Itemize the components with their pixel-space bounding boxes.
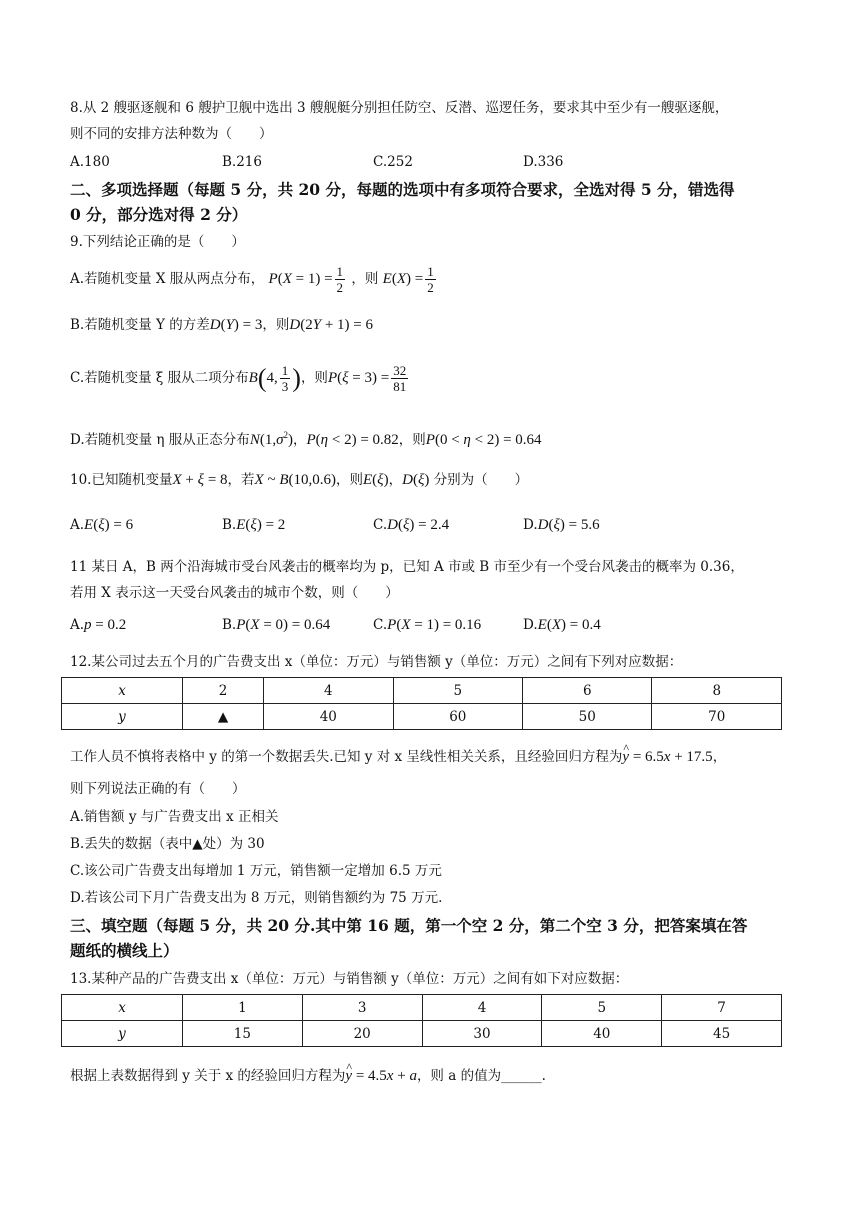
q9-c-text2: ，则 (300, 370, 328, 386)
q11-option-a: A.p = 0.2 (70, 617, 127, 633)
table-cell: 15 (183, 1021, 303, 1047)
q9-c-text: C.若随机变量 ξ 服从二项分布 (70, 370, 249, 386)
q13-after-text2: ，则 a 的值为______. (416, 1068, 546, 1084)
q12-stem: 12.某公司过去五个月的广告费支出 x（单位：万元）与销售额 y（单位：万元）之间有下列对应数据： (70, 654, 683, 670)
q9-a-text2: ，则 (351, 271, 379, 287)
q8-line2: 则不同的安排方法种数为（ ） (70, 126, 273, 142)
table-cell: 60 (393, 704, 522, 730)
q9-a-text: A.若随机变量 X 服从两点分布， (70, 271, 265, 287)
table-row (62, 704, 782, 730)
fraction: $\frac{1}{2}$ (427, 264, 434, 295)
table-cell: ▲ (183, 704, 264, 730)
q11-option-b: B.P(X = 0) = 0.64 (222, 617, 331, 633)
q9-a-formula2: E(X) = (382, 271, 424, 287)
q12-after-line2: 则下列说法正确的有（ ） (70, 781, 246, 797)
q10-formula1: X + ξ = 8 (172, 472, 228, 488)
q9-c-formula2: P(ξ = 3) = (327, 370, 390, 386)
fraction: $\frac{32}{81}$ (393, 363, 407, 394)
table-cell: x (62, 995, 183, 1021)
q10-option-a: A.E(ξ) = 6 (70, 517, 134, 533)
table-row (62, 1021, 782, 1047)
q11-option-c: C.P(X = 1) = 0.16 (373, 617, 482, 633)
q9-d-text2: ， (292, 432, 307, 448)
table-row (62, 995, 782, 1021)
q10-formula4: D(ξ) (402, 472, 430, 488)
table-cell: 5 (393, 678, 522, 704)
table-cell: y (62, 704, 183, 730)
q12-after-text: 工作人员不慎将表格中 y 的第一个数据丢失.已知 y 对 x 呈线性相关关系，且经验回归方程为 (70, 749, 623, 765)
q9-d-text3: ，则 (398, 432, 426, 448)
q12-option-a: A.销售额 y 与广告费支出 x 正相关 (70, 809, 279, 825)
table-cell: 45 (662, 1021, 782, 1047)
table-cell: 70 (652, 704, 782, 730)
q13-data-table (61, 994, 782, 1047)
q10-option-d: D.D(ξ) = 5.6 (523, 517, 600, 533)
q8-line1: 8.从 2 艘驱逐舰和 6 艘护卫舰中选出 3 艘舰艇分别担任防空、反潜、巡逻任务，要求其中至少有一艘驱逐舰， (70, 100, 729, 116)
q9-b-formula2: D(2Y + 1) = 6 (289, 317, 373, 333)
q10-text4: ， (388, 472, 403, 488)
q13-stem: 13.某种产品的广告费支出 x（单位：万元）与销售额 y（单位：万元）之间有如下对应数据： (70, 971, 629, 987)
q9-option-a (70, 262, 438, 296)
q8-option-a: A.180 (70, 154, 110, 170)
q9-a-formula1: P(X = 1) = (268, 271, 333, 287)
q10-option-c: C.D(ξ) = 2.4 (373, 517, 450, 533)
table-cell: x (62, 678, 183, 704)
q10-stem (70, 469, 528, 491)
q13-after-text: 根据上表数据得到 y 关于 x 的经验回归方程为 (70, 1068, 346, 1084)
q11-line1: 11 某日 A，B 两个沿海城市受台风袭击的概率均为 p，已知 A 市或 B 市至少有一个受台风袭击的概率为 0.36， (70, 559, 744, 575)
table-cell: 5 (542, 995, 662, 1021)
table-cell: 6 (523, 678, 652, 704)
q10-text3: ，则 (336, 472, 363, 488)
table-cell: 40 (264, 704, 393, 730)
q9-d-formula1: $N(1,\sigma^2)$ (249, 430, 293, 448)
q12-regression-equation: ^ y = 6.5x + 17.5 (622, 749, 712, 765)
table-cell: y (62, 1021, 183, 1047)
q9-b-formula1: D(Y) = 3 (209, 317, 263, 333)
q11-option-d: D.E(X) = 0.4 (523, 617, 601, 633)
table-cell: 2 (183, 678, 264, 704)
q13-regression-equation: ^ y = 4.5x + a (345, 1068, 417, 1084)
table-cell: 3 (302, 995, 422, 1021)
table-row (62, 678, 782, 704)
q10-formula2: X ~ B(10,0.6) (254, 472, 336, 488)
section3-heading-line1: 三、填空题（每题 5 分，共 20 分.其中第 16 题，第一个空 2 分，第二个空 3 分，把答案填在答 (70, 916, 748, 935)
q9-stem: 9.下列结论正确的是（ ） (70, 234, 245, 250)
q9-option-d (70, 424, 542, 451)
table-cell: 4 (422, 995, 542, 1021)
q8-option-c: C.252 (373, 154, 413, 170)
section2-heading-line2: 0 分，部分选对得 2 分） (70, 205, 248, 224)
table-cell: 1 (183, 995, 303, 1021)
q10-option-b: B.E(ξ) = 2 (222, 517, 286, 533)
q10-text2: ，若 (227, 472, 255, 488)
q12-after-line1: 工作人员不慎将表格中 y 的第一个数据丢失.已知 y 对 x 呈线性相关关系，且经验回归方程为^ y = 6.5x + 17.5， (70, 745, 726, 769)
q8-option-b: B.216 (222, 154, 262, 170)
q9-b-text: B.若随机变量 Y 的方差 (70, 317, 210, 333)
table-cell: 40 (542, 1021, 662, 1047)
q10-text1: 10.已知随机变量 (70, 472, 173, 488)
q9-d-formula3: P(0 < η < 2) = 0.64 (425, 432, 542, 448)
q9-option-b (70, 314, 373, 336)
fraction: $\frac{1}{2}$ (336, 264, 344, 295)
q12-data-table (61, 677, 782, 730)
q13-after (70, 1064, 546, 1088)
q12-option-b: B.丢失的数据（表中▲处）为 30 (70, 836, 265, 852)
table-cell: 4 (264, 678, 393, 704)
q9-option-c (70, 358, 410, 398)
table-cell: 20 (302, 1021, 422, 1047)
table-cell: 7 (662, 995, 782, 1021)
q9-d-text: D.若随机变量 η 服从正态分布 (70, 432, 250, 448)
q9-b-text2: ，则 (262, 317, 290, 333)
q9-d-formula2: P(η < 2) = 0.82 (306, 432, 399, 448)
table-cell: 30 (422, 1021, 542, 1047)
q11-line2: 若用 X 表示这一天受台风袭击的城市个数，则（ ） (70, 585, 399, 601)
table-cell: 8 (652, 678, 782, 704)
table-cell: 50 (523, 704, 652, 730)
q10-text5: 分别为（ ） (433, 472, 529, 488)
q8-option-d: D.336 (523, 154, 564, 170)
section2-heading-line1: 二、多项选择题（每题 5 分，共 20 分，每题的选项中有多项符合要求，全选对得 5 分，错选得 (70, 180, 735, 199)
q9-c-formula1: B(4, $\frac{1}{3}$ ) (248, 363, 301, 395)
section3-heading-line2: 题纸的横线上） (70, 941, 179, 960)
q12-option-c: C.该公司广告费支出每增加 1 万元，销售额一定增加 6.5 万元 (70, 863, 442, 879)
q12-option-d: D.若该公司下月广告费支出为 8 万元，则销售额约为 75 万元. (70, 890, 443, 906)
q10-formula3: E(ξ) (363, 472, 389, 488)
